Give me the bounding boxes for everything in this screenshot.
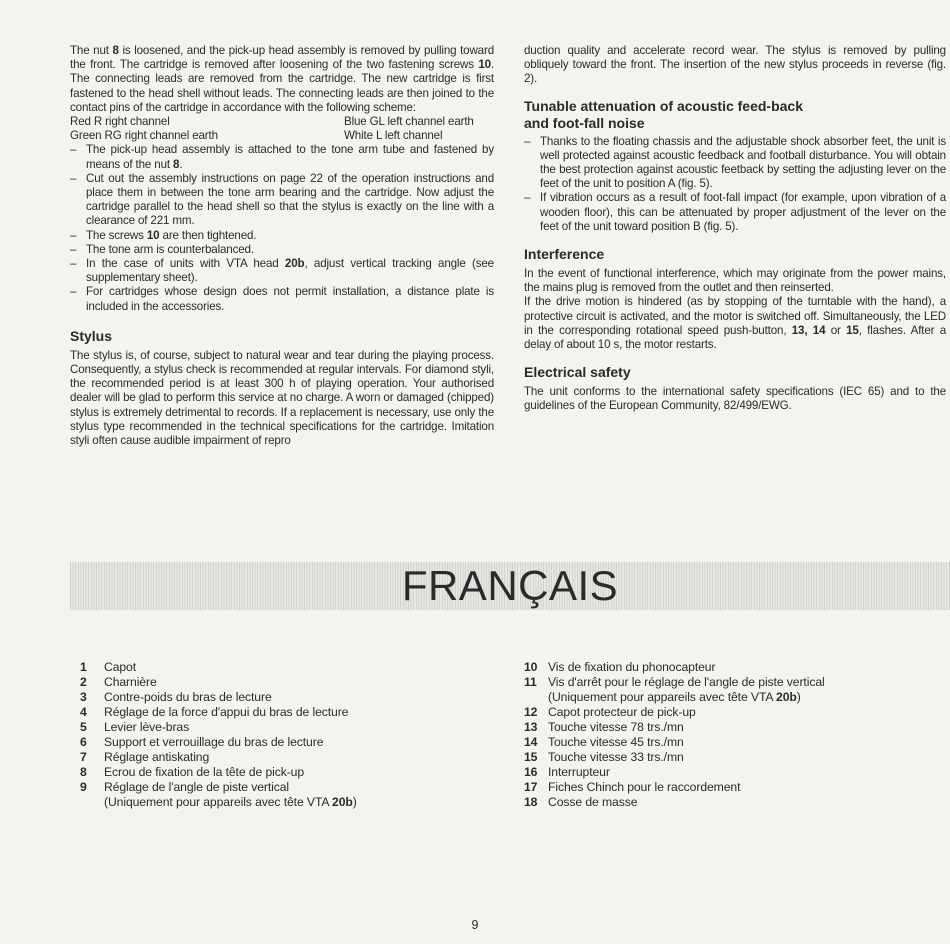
part-label — [548, 780, 944, 795]
section-band — [70, 562, 950, 610]
part-item — [80, 735, 500, 750]
text-run: Touche vitesse 33 trs./mn — [548, 750, 684, 764]
step-item — [70, 243, 494, 257]
text-run: Cut out the assembly instructions on page 22 of the operation instructions and place them in between the tone arm bearing and the cartridge. Now adjust the cartridge parallel to the head shell so that the stylus is exactly on the line with a clearance of 221 mm. — [86, 171, 494, 228]
text-run: is loosened, and the pick-up head assembly is removed by pulling toward the front. The cartridge is removed after loosening of the two fastening screws — [70, 44, 494, 72]
text-run: Capot protecteur de pick-up — [548, 705, 696, 719]
assembly-steps — [70, 143, 494, 313]
text-run: In the case of units with VTA head — [86, 257, 285, 271]
part-label — [104, 780, 500, 795]
part-label — [548, 750, 944, 765]
bold-reference: 20b — [332, 795, 353, 809]
parts-list-left — [80, 660, 500, 810]
electrical-safety-paragraph: The unit conforms to the international safety specifications (IEC 65) and to the guidelines of the European Community, 82/499/EWG. — [524, 385, 946, 413]
text-run: , adjust vertical tracking angle (see supplementary sheet). — [86, 257, 494, 285]
heading-line: Tunable attenuation of acoustic feed-back — [524, 97, 804, 114]
part-item — [524, 735, 944, 750]
part-item — [80, 750, 500, 765]
part-item — [80, 690, 500, 705]
part-item — [80, 675, 500, 690]
part-item — [524, 660, 944, 675]
section-title: FRANÇAIS — [401, 562, 619, 609]
bold-reference: 15 — [846, 323, 859, 337]
tunable-item: – Thanks to the floating chassis and the adjustable shock absorber feet, the unit is well protected against acoustic feedback and football disturbance. You will obtain the best protection against acoustic feetback by setting the adjusting lever on the feet of the unit to position A (fig. 5). — [524, 135, 946, 192]
part-number: 18 — [524, 795, 538, 809]
part-item — [524, 720, 944, 735]
part-number: 7 — [80, 750, 87, 764]
text-run: . The connecting leads are removed from the cartridge. The new cartridge is first fastened to the head shell without leads. The connecting leads are then joined to the contact pins of the cartridge in accordance with the following scheme: — [70, 58, 494, 114]
text-run: (Uniquement pour appareils avec tête VTA — [104, 795, 333, 809]
part-number — [80, 795, 104, 810]
bold-reference: 13, 14 — [791, 323, 826, 337]
text-run: If the drive motion is hindered (as by stopping of the turntable with the hand), a protective circuit is activated, and the motor is switched off. Simultaneously, the LED in the corresponding rotational speed push-button, — [524, 295, 946, 337]
bold-reference: 20b — [284, 257, 305, 271]
parts-list-right — [524, 660, 944, 810]
interference-paragraph-1: In the event of functional interference, which may originate from the power mains, the mains plug is removed from the outlet and then reinserted. — [524, 267, 946, 295]
text-run: Capot — [104, 660, 137, 674]
heading-line: and foot-fall noise — [524, 114, 645, 131]
interference-paragraph-2 — [524, 295, 946, 352]
text-run: Cosse de masse — [548, 795, 638, 809]
part-label — [548, 705, 944, 720]
part-number: 9 — [80, 780, 87, 794]
text-run: For cartridges whose design does not permit installation, a distance plate is included in the accessories. — [86, 285, 494, 313]
part-label — [104, 765, 500, 780]
text-run: . — [179, 157, 183, 171]
wiring-scheme — [70, 115, 494, 143]
bold-reference: 20b — [776, 690, 797, 704]
text-run: Interrupteur — [548, 765, 610, 779]
tunable-list — [524, 135, 946, 234]
step-item — [70, 285, 494, 313]
part-number: 15 — [524, 750, 538, 764]
step-item — [70, 229, 494, 243]
part-item — [524, 780, 944, 795]
interference-heading: Interference — [524, 246, 605, 263]
bold-reference: 10 — [146, 228, 160, 242]
text-run: Réglage de la force d'appui du bras de lecture — [104, 705, 349, 719]
part-item — [524, 675, 944, 690]
part-number: 12 — [524, 705, 538, 719]
part-number: 16 — [524, 765, 538, 779]
part-item — [80, 720, 500, 735]
part-number: 2 — [80, 675, 87, 689]
part-label — [548, 660, 944, 675]
part-label — [104, 795, 500, 810]
text-run: Ecrou de fixation de la tête de pick-up — [104, 765, 305, 779]
part-label — [548, 765, 944, 780]
text-run: Fiches Chinch pour le raccordement — [548, 780, 741, 794]
part-item — [524, 795, 944, 810]
part-number: 8 — [80, 765, 87, 779]
text-run: Réglage antiskating — [104, 750, 210, 764]
part-label — [548, 795, 944, 810]
text-run: Réglage de l'angle de piste vertical — [104, 780, 290, 794]
stylus-heading: Stylus — [70, 327, 113, 344]
part-item — [80, 765, 500, 780]
part-item — [80, 795, 500, 810]
text-run: The pick-up head assembly is attached to the tone arm tube and fastened by means of the nut — [86, 143, 494, 171]
part-label — [548, 720, 944, 735]
wire-white: White L left channel — [344, 129, 443, 143]
part-number — [524, 690, 548, 705]
bold-reference: 10 — [478, 58, 491, 72]
part-label — [104, 720, 500, 735]
part-item — [524, 705, 944, 720]
part-number: 10 — [524, 660, 538, 674]
step-item — [70, 143, 494, 171]
part-item — [524, 765, 944, 780]
text-run: Touche vitesse 78 trs./mn — [548, 720, 684, 734]
part-number: 14 — [524, 735, 538, 749]
part-number: 4 — [80, 705, 87, 719]
part-item — [80, 705, 500, 720]
text-run: are then tightened. — [159, 228, 257, 242]
right-column — [524, 44, 946, 414]
wiring-row — [70, 129, 494, 143]
part-number: 13 — [524, 720, 538, 734]
text-run: ) — [352, 795, 357, 809]
text-run: Vis de fixation du phonocapteur — [548, 660, 716, 674]
text-run: Contre-poids du bras de lecture — [104, 690, 272, 704]
cartridge-replacement-paragraph — [70, 44, 494, 115]
part-item — [80, 660, 500, 675]
wiring-row — [70, 115, 494, 129]
bold-reference: 8 — [173, 157, 180, 171]
part-number: 5 — [80, 720, 87, 734]
text-run: , flashes. After a delay of about 10 s, the motor restarts. — [524, 323, 947, 352]
part-label — [104, 690, 500, 705]
wire-red: Red R right channel — [70, 115, 170, 129]
tunable-item: – If vibration occurs as a result of foot-fall impact (for example, upon vibration of a wooden floor), this can be attenuated by proper adjustment of the lever on the feet of the unit toward position B (fig. 5). — [524, 191, 946, 234]
page-number: 9 — [471, 918, 479, 932]
step-item — [70, 172, 494, 229]
stylus-paragraph: The stylus is, of course, subject to natural wear and tear during the playing process. Consequently, a stylus check is recommended at regular intervals. For diamond styli, the recommended period is at least 300 h of playing operation. Your authorised dealer will be glad to perform this service at no charge. A worn or damaged (chipped) stylus is extremely detrimental to records. If a replacement is necessary, use only the stylus type recommended in the technical specifications for the cartridge. Imitation styli often cause audible impairment of repro — [70, 348, 494, 448]
part-number: 17 — [524, 780, 538, 794]
text-run: The screws — [86, 228, 147, 242]
text-run: Support et verrouillage du bras de lecture — [104, 735, 324, 749]
part-number: 11 — [524, 675, 537, 689]
part-label — [104, 660, 500, 675]
part-item — [80, 780, 500, 795]
part-item — [524, 690, 944, 705]
part-label — [104, 675, 500, 690]
left-column — [70, 44, 494, 448]
text-run: ) — [796, 690, 801, 704]
tunable-attenuation-heading — [524, 98, 946, 132]
part-number: 3 — [80, 690, 87, 704]
part-item — [524, 750, 944, 765]
part-label — [548, 735, 944, 750]
part-label — [548, 675, 944, 690]
electrical-safety-heading: Electrical safety — [524, 364, 631, 381]
wire-blue: Blue GL left channel earth — [344, 115, 474, 129]
part-label — [104, 750, 500, 765]
text-run: The tone arm is counterbalanced. — [86, 242, 254, 256]
text-run: (Uniquement pour appareils avec tête VTA — [548, 690, 777, 704]
text-run: The nut — [70, 44, 113, 57]
stylus-continuation: duction quality and accelerate record wear. The stylus is removed by pulling obliquely toward the front. The insertion of the new stylus proceeds in reverse (fig. 2). — [524, 44, 946, 86]
part-label — [104, 705, 500, 720]
step-item — [70, 257, 494, 285]
wire-green: Green RG right channel earth — [70, 129, 218, 143]
part-number: 6 — [80, 735, 87, 749]
text-run: Charnière — [104, 675, 157, 689]
part-label — [548, 690, 944, 705]
text-run: Vis d'arrêt pour le réglage de l'angle de piste vertical — [548, 675, 825, 689]
bold-reference: 8 — [112, 44, 119, 57]
text-run: Touche vitesse 45 trs./mn — [548, 735, 684, 749]
part-label — [104, 735, 500, 750]
part-number: 1 — [80, 660, 87, 674]
text-run: or — [825, 323, 847, 337]
text-run: Levier lève-bras — [104, 720, 190, 734]
